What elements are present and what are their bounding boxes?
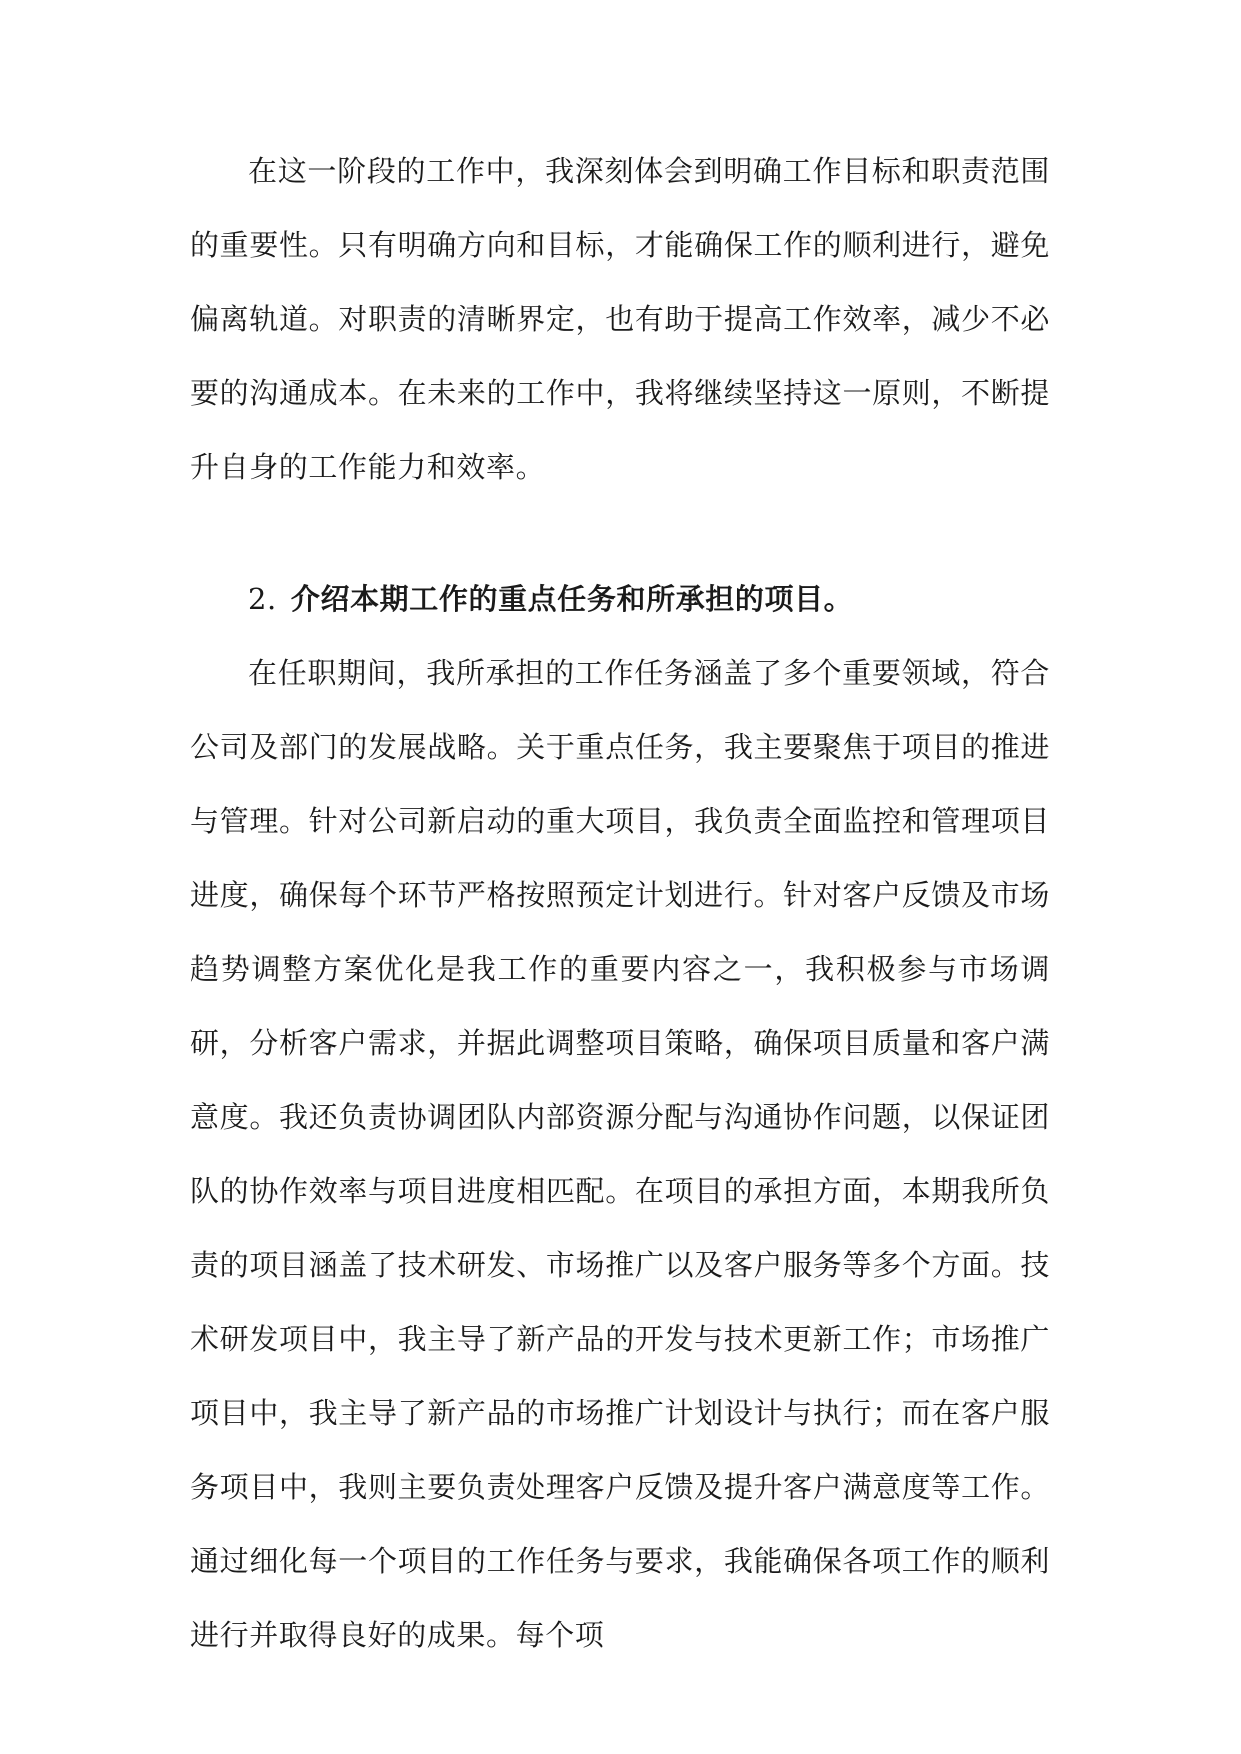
document-body: [190, 134, 1050, 1672]
paragraph-1: 在这一阶段的工作中，我深刻体会到明确工作目标和职责范围的重要性。只有明确方向和目标，才能确保工作的顺利进行，避免偏离轨道。对职责的清晰界定，也有助于提高工作效率，减少不必要的沟通成本。在未来的工作中，我将继续坚持这一原则，不断提升自身的工作能力和效率。: [190, 154, 1050, 484]
section-title: 介绍本期工作的重点任务和所承担的项目。: [290, 582, 854, 616]
paragraph-2: 在任职期间，我所承担的工作任务涵盖了多个重要领域，符合公司及部门的发展战略。关于重点任务，我主要聚焦于项目的推进与管理。针对公司新启动的重大项目，我负责全面监控和管理项目进度，确保每个环节严格按照预定计划进行。针对客户反馈及市场趋势调整方案优化是我工作的重要内容之一，我积极参与市场调研，分析客户需求，并据此调整项目策略，确保项目质量和客户满意度。我还负责协调团队内部资源分配与沟通协作问题，以保证团队的协作效率与项目进度相匹配。在项目的承担方面，本期我所负责的项目涵盖了技术研发、市场推广以及客户服务等多个方面。技术研发项目中，我主导了新产品的开发与技术更新工作；市场推广项目中，我主导了新产品的市场推广计划设计与执行；而在客户服务项目中，我则主要负责处理客户反馈及提升客户满意度等工作。通过细化每一个项目的工作任务与要求，我能确保各项工作的顺利进行并取得良好的成果。每个项: [190, 656, 1050, 1652]
section-number: 2.: [248, 582, 277, 616]
section-heading-2: [190, 562, 1050, 636]
